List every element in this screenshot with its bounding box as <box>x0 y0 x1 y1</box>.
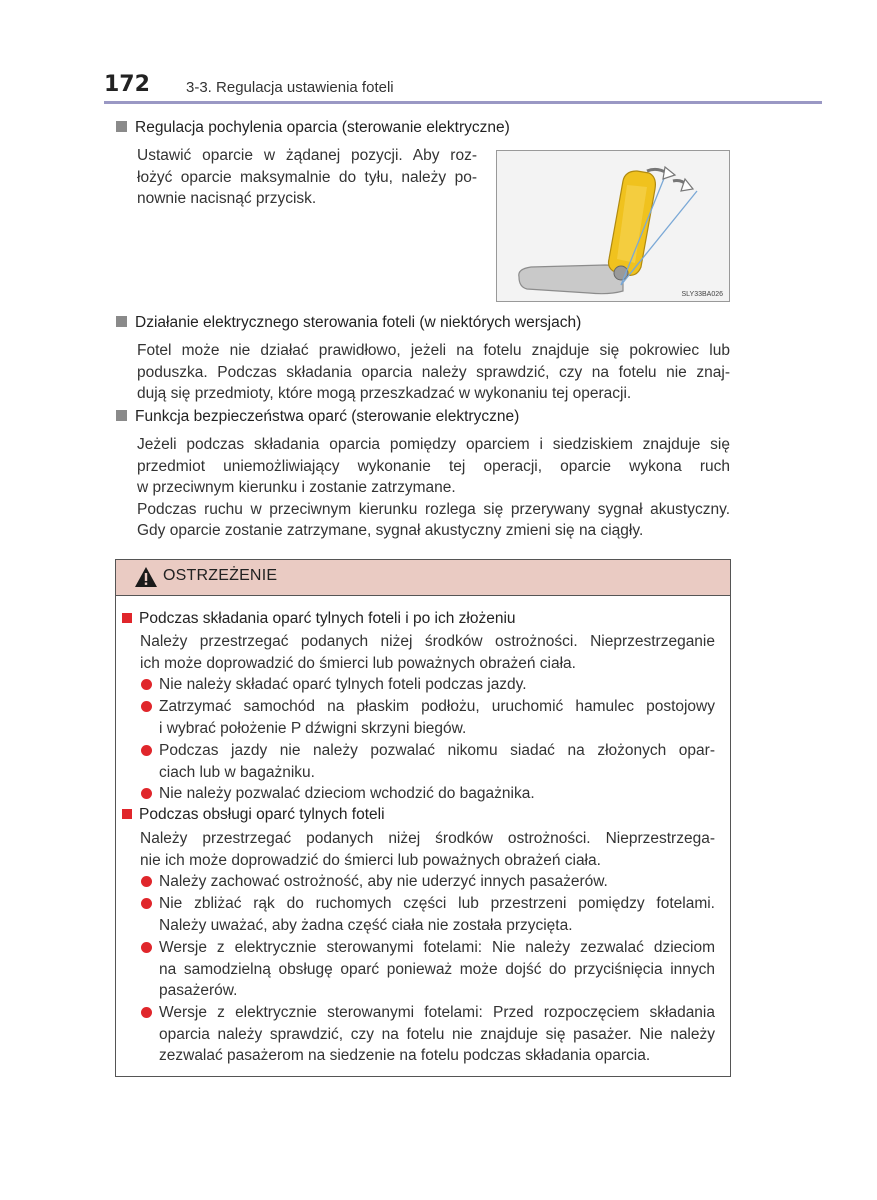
section-heading-power-operation: Działanie elektrycznego sterowania foteli (w niektórych wersjach) <box>116 314 581 332</box>
chapter-title: 3-3. Regulacja ustawienia foteli <box>186 79 394 96</box>
warning-heading-operation: Podczas obsługi oparć tylnych foteli <box>122 806 385 824</box>
bullet-dot-icon <box>141 898 152 909</box>
bullet-dot-icon <box>141 679 152 690</box>
header-rule <box>104 101 822 104</box>
section-marker-icon <box>116 410 127 421</box>
bullet-dot-icon <box>141 1007 152 1018</box>
section-text-power-operation: Fotel może nie działać prawidłowo, jeżeli na fotelu znajduje się pokrowiec lub poduszka. Podczas składania oparcia należy sprawdzić, czy na fotelu nie znaj- dują się przedmioty, które mogą przeszkadzać w wykonaniu tej operacji. <box>137 342 730 402</box>
section-heading-safety-function: Funkcja bezpieczeństwa oparć (sterowanie elektryczne) <box>116 408 519 426</box>
bullet-dot-icon <box>141 876 152 887</box>
bullet-dot-icon <box>141 788 152 799</box>
section-heading-recline: Regulacja pochylenia oparcia (sterowanie elektryczne) <box>116 119 510 137</box>
warning-marker-icon <box>122 613 132 623</box>
warning-intro-folding: Należy przestrzegać podanych niżej środków ostrożności. Nieprzestrzeganie ich może doprowadzić do śmierci lub poważnych obrażeń ciała. <box>140 633 715 672</box>
page-number: 172 <box>104 72 150 97</box>
bullet-dot-icon <box>141 745 152 756</box>
section-text-recline: Ustawić oparcie w żądanej pozycji. Aby roz- łożyć oparcie maksymalnie do tyłu, należy po- nownie nacisnąć przycisk. <box>137 147 477 207</box>
warning-header <box>116 560 730 596</box>
figure-code: SLY33BA026 <box>681 291 723 298</box>
seat-backrest-icon <box>497 151 731 303</box>
section-text-safety-function: Jeżeli podczas składania oparcia pomiędzy oparciem i siedziskiem znajduje się przedmiot uniemożliwiający wykonanie tej operacji, oparcie wykona ruch w przeciwnym kierunku i zostanie zatrzymane. Podczas ruchu w przeciwnym kierunku rozlega się przerywany sygnał akustyczny. Gdy oparcie zostanie zatrzymane, sygnał akustyczny zmieni się na ciągły. <box>137 436 730 539</box>
bullet-dot-icon <box>141 701 152 712</box>
section-marker-icon <box>116 121 127 132</box>
bullet-dot-icon <box>141 942 152 953</box>
warning-triangle-icon <box>134 566 158 588</box>
warning-title: OSTRZEŻENIE <box>163 567 278 584</box>
warning-box: OSTRZEŻENIE Podczas składania oparć tylnych foteli i po ich złożeniu Należy przestrzegać podanych niżej środków ostrożności. Nieprzestrzeganie ich może doprowadzić do śmierci lub poważnych obrażeń ciała. Nie należy składać oparć tylnych foteli podczas jazdy. Zatrzymać samochód na płaskim podłożu, uruchomić hamulec postojowy i wybrać położenie P dźwigni skrzyni biegów. Podczas jazdy nie należy pozwalać nikomu siadać na złożonych opar- ciach lub w bagażniku. Nie należy pozwalać dzieciom wchodzić do bagażnika. Podczas obsługi oparć tylnych foteli Należy przestrzegać podanych niżej środków ostrożności. Nieprzestrzega- nie ich może doprowadzić do śmierci lub poważnych obrażeń ciała. Należy zachować ostrożność, aby nie uderzyć innych pasażerów. Nie zbliżać rąk do ruchomych części lub przestrzeni pomiędzy fotelami. Należy uważać, aby żadna część ciała nie została przycięta. Wersje z elektrycznie sterowanymi fotelami: Nie należy zezwalać dzieciom na samodzielną obsługę oparć ponieważ może dojść do przyciśnięcia innych pasażerów. Wersje z elektrycznie sterowanymi fotelami: Przed rozpoczęciem składania oparcia należy sprawdzić, czy na fotelu nie znajduje się pasażer. Nie należy zezwalać pasażerom na siedzenie na fotelu podczas składania oparcia. <box>115 559 731 1077</box>
warning-heading-folding: Podczas składania oparć tylnych foteli i po ich złożeniu <box>122 610 516 628</box>
section-marker-icon <box>116 316 127 327</box>
seat-illustration <box>496 150 730 302</box>
warning-intro-operation: Należy przestrzegać podanych niżej środków ostrożności. Nieprzestrzega- nie ich może doprowadzić do śmierci lub poważnych obrażeń ciała. <box>140 830 715 869</box>
warning-marker-icon <box>122 809 132 819</box>
